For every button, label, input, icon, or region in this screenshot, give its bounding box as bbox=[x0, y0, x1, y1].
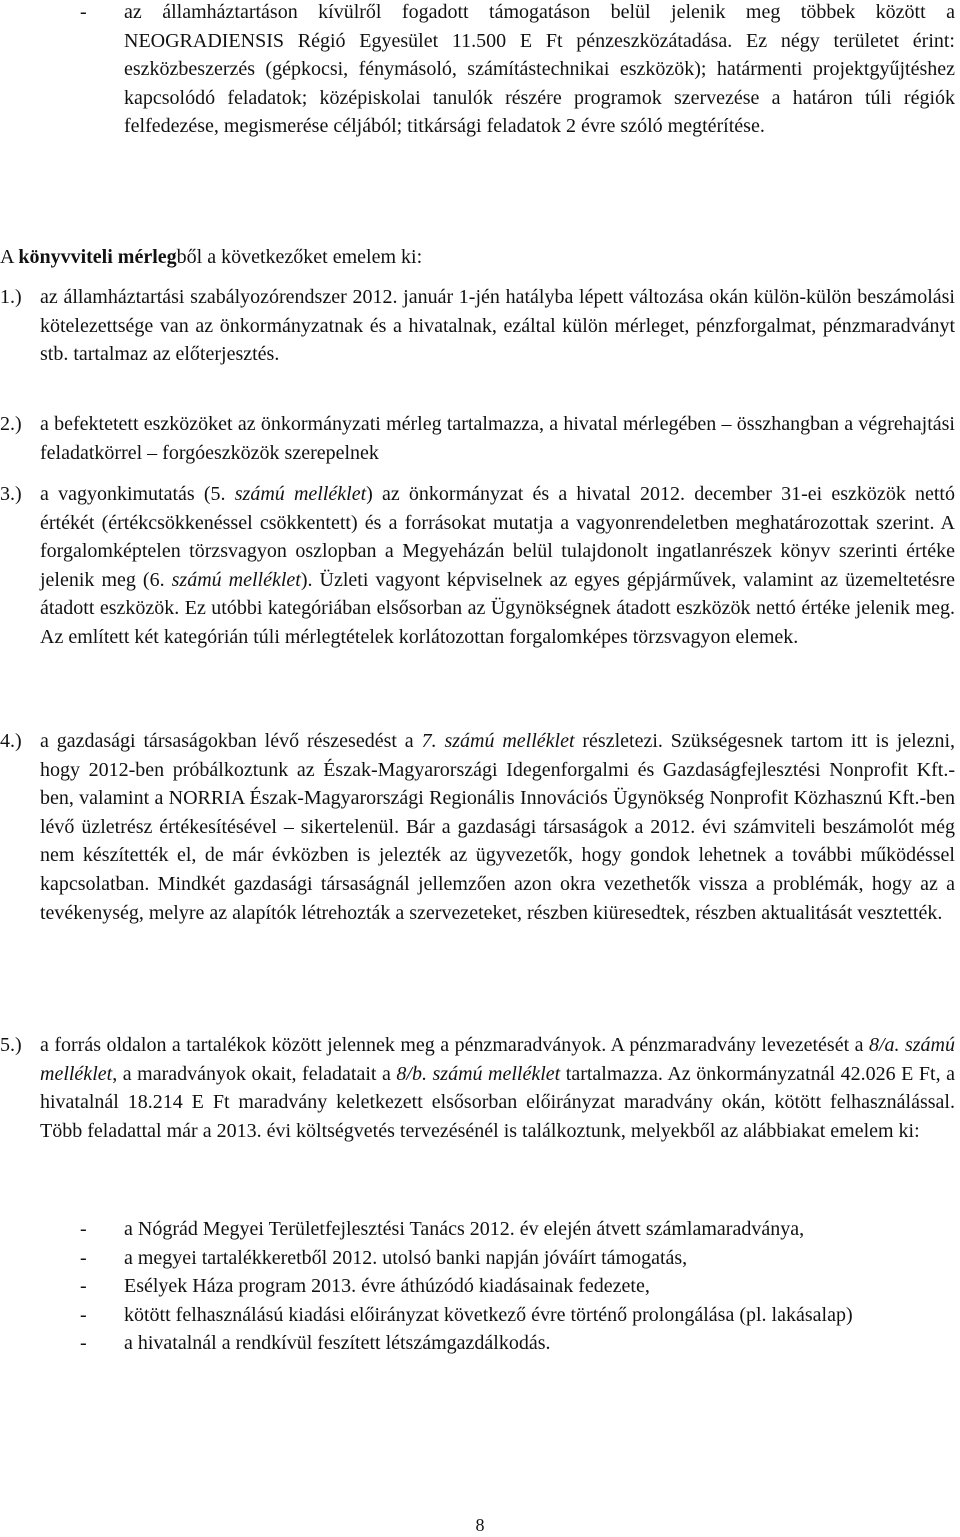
list-dash: - bbox=[80, 1218, 87, 1240]
numbered-item-3 bbox=[0, 480, 955, 652]
numbered-item-4 bbox=[0, 727, 955, 927]
item-text-part: a vagyonkimutatás (5. bbox=[40, 483, 235, 505]
item-number: 1.) bbox=[0, 286, 22, 308]
item-text-part: ). Üzleti vagyont képviselnek az egyes gépjárművek, valamint az üzemeltetésre átadott eszközök. Ez utóbbi kategóriában elsősorban az Ügynökségnek átadott eszközök nettó értéke jelenik meg. Az említett két kategórián túli mérlegtételek korlátozottan forgalomképes törzsvagyon elemek. bbox=[40, 568, 956, 648]
sub-item-text: Esélyek Háza program 2013. évre áthúzódó kiadásainak fedezete, bbox=[124, 1275, 650, 1298]
numbered-item-5 bbox=[0, 1031, 955, 1145]
item-text: az államháztartási szabályozórendszer 2012. január 1-jén hatályba lépett változása okán külön-külön beszámolási kötelezettsége van az önkormányzatnak és a hivatalnak, ezáltal külön mérleget, pénzforgalmat, pénzmaradványt stb. tartalmaz az előterjesztés. bbox=[40, 286, 955, 366]
item-text-italic: 8/a. számú melléklet bbox=[40, 1034, 956, 1085]
item-text-part: részletezi. Szükségesnek tartom itt is jelezni, hogy 2012-ben próbálkoztunk az Észak-Magyarországi Idegenforgalmi és Gazdaságfejlesztési Nonprofit Kft.-ben, valamint a NORRIA Észak-Magyarországi Regionális Innovációs Ügynökség Nonprofit Közhasznú Kft.-ben lévő üzletrész értékesítésével – sikertelenül. Bár a gazdasági társaságok a 2012. évi számviteli beszámolót még nem készítették el, de már évközben is jelezték az ügyvezetők, hogy gondok lehetnek a további működéssel kapcsolatban. Mindkét gazdasági társaságnál jellemzően azon okra vezethetők vissza a problémák, hogy az a tevékenység, melyre az alapítók létrehozták a szervezeteket, részben kiüresedtek, részben aktualitását vesztették. bbox=[40, 730, 956, 924]
heading-pre: A bbox=[0, 246, 19, 268]
item-text-part: ) az önkormányzat és a hivatal 2012. december 31-ei eszközök nettó értékét (értékcsökkenéssel csökkentett) és a forrásokat mutatja a vagyonrendeletben meghatározottak szerint. A forgalomképtelen törzsvagyon oszlopban a Megyeházán belül tulajdonolt ingatlanrészek könyv szerinti értéke jelenik meg (6. bbox=[40, 483, 955, 591]
list-dash: - bbox=[80, 1303, 87, 1326]
list-dash: - bbox=[80, 1, 87, 23]
item-text bbox=[40, 727, 955, 927]
list-dash: - bbox=[80, 1332, 87, 1355]
item-text-part: a gazdasági társaságokban lévő részesedést a bbox=[40, 730, 422, 752]
item-text-italic: számú melléklet bbox=[234, 483, 367, 505]
heading-post: ből a következőket emelem ki: bbox=[176, 246, 423, 268]
heading-bold: könyvviteli mérleg bbox=[18, 246, 177, 268]
item-text-italic: 7. számú melléklet bbox=[421, 730, 575, 752]
item-text-part: tartalmazza. Az önkormányzatnál 42.026 E Ft, a hivatalnál 18.214 E Ft maradvány keletkezett elsősorban előirányzat maradvány okán, kötött felhasználással. Több feladattal már a 2013. évi költségvetés tervezésénél is találkoztunk, melyekből az alábbiakat emelem ki: bbox=[40, 1062, 955, 1142]
sub-list-item bbox=[80, 1215, 955, 1244]
sub-item-text: a megyei tartalékkeretből 2012. utolsó banki napján jóváírt támogatás, bbox=[124, 1246, 688, 1269]
sub-list-item bbox=[80, 1272, 955, 1301]
list-dash: - bbox=[80, 1275, 87, 1298]
item-number: 5.) bbox=[0, 1034, 22, 1056]
page-number: 8 bbox=[475, 1515, 485, 1535]
sub-item-text: a Nógrád Megyei Területfejlesztési Tanács 2012. év elején átvett számlamaradványa, bbox=[124, 1218, 805, 1240]
item-text-italic: számú melléklet bbox=[171, 568, 301, 591]
sub-list bbox=[80, 1215, 955, 1358]
section-heading bbox=[0, 243, 955, 272]
numbered-item-2 bbox=[0, 410, 955, 467]
item-text-part: , a maradványok okait, feladatait a bbox=[112, 1062, 397, 1085]
sub-list-item bbox=[80, 1244, 955, 1273]
item-text-part: a forrás oldalon a tartalékok között jelennek meg a pénzmaradványok. A pénzmaradvány levezetését a bbox=[40, 1034, 869, 1056]
intro-list-item bbox=[80, 0, 955, 141]
item-text-italic: 8/b. számú melléklet bbox=[396, 1062, 561, 1085]
item-number: 3.) bbox=[0, 483, 22, 505]
item-number: 4.) bbox=[0, 730, 22, 752]
item-text bbox=[40, 480, 955, 652]
intro-item-text: az államháztartáson kívülről fogadott támogatáson belül jelenik meg többek között a NEOGRADIENSIS Régió Egyesület 11.500 E Ft pénzeszközátadása. Ez négy területet érint: eszközbeszerzés (gépkocsi, fénymásoló, számítástechnikai eszközök); határmenti projektgyűjtéshez kapcsolódó feladatok; középiskolai tanulók részére programok szervezése a határon túli régiók felfedezése, megismerése céljából; titkársági feladatok 2 évre szóló megtérítése. bbox=[124, 1, 955, 138]
sub-list-item bbox=[80, 1329, 955, 1358]
sub-item-text: kötött felhasználású kiadási előirányzat következő évre történő prolongálása (pl. lakásalap) bbox=[124, 1303, 853, 1326]
list-dash: - bbox=[80, 1246, 87, 1269]
item-text: a befektetett eszközöket az önkormányzati mérleg tartalmazza, a hivatal mérlegében – összhangban a végrehajtási feladatkörrel – forgóeszközök szerepelnek bbox=[40, 413, 955, 464]
item-text bbox=[40, 1031, 955, 1145]
numbered-item-1 bbox=[0, 283, 955, 369]
sub-list-item bbox=[80, 1301, 955, 1330]
item-number: 2.) bbox=[0, 413, 22, 435]
sub-item-text: a hivatalnál a rendkívül feszített létszámgazdálkodás. bbox=[124, 1332, 551, 1355]
